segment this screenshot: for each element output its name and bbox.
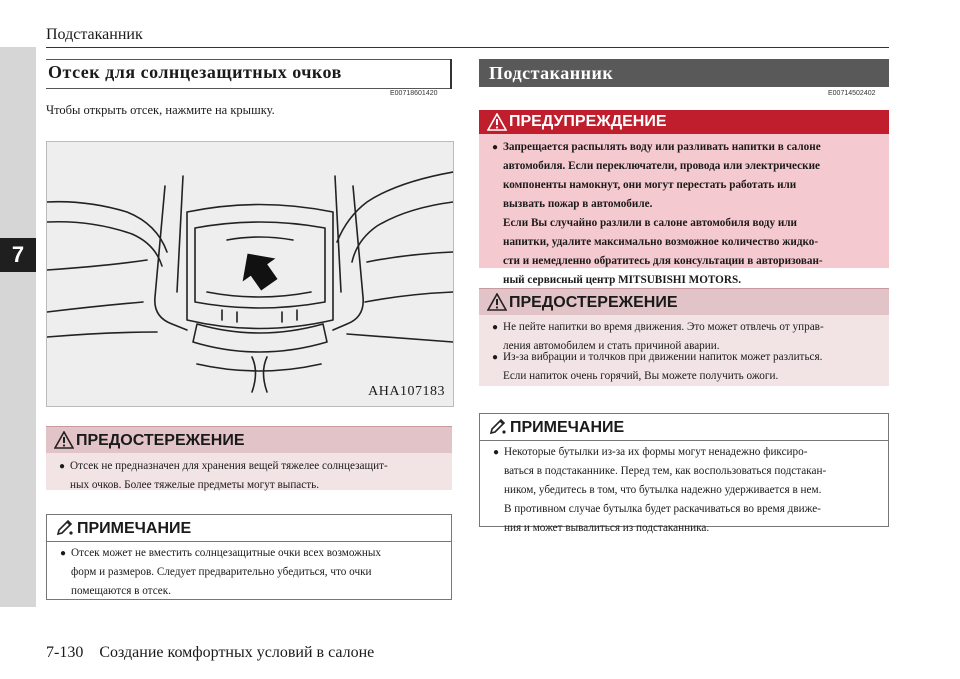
caution-title: ПРЕДОСТЕРЕЖЕНИЕ — [509, 294, 678, 311]
section-title-cupholder — [479, 59, 889, 87]
warning-header — [479, 110, 889, 134]
note-item — [493, 443, 884, 538]
caution-line-1: Отсек не предназначен для хранения вещей тяжелее солнцезащит- — [70, 460, 388, 472]
caution-box-right — [479, 288, 889, 386]
warning-line-2: автомобиля. Если переключатели, провода или электрические — [503, 160, 820, 172]
caution-triangle-icon — [487, 293, 507, 311]
warning-item — [492, 138, 883, 290]
section-title-sunglasses — [46, 59, 452, 89]
page-footer — [46, 644, 374, 662]
footer-chapter-title: Создание комфортных условий в салоне — [99, 644, 375, 661]
side-strip — [0, 47, 36, 607]
warning-line-8: ный сервисный центр MITSUBISHI MOTORS. — [503, 274, 741, 286]
warning-line-7: сти и немедленно обратитесь для консультации в авторизован- — [503, 255, 823, 267]
warning-line-4: вызвать пожар в автомобиле. — [503, 198, 653, 210]
note-header — [47, 515, 451, 542]
chapter-tab: 7 — [0, 238, 36, 272]
caution-item-2 — [492, 348, 883, 386]
caution-line-2: ных очков. Более тяжелые предметы могут выпасть. — [70, 479, 320, 491]
bullet-icon: ● — [59, 461, 66, 472]
caution-item-2-line-2: Если напиток очень горячий, Вы можете получить ожоги. — [503, 370, 779, 382]
header-rule — [46, 47, 889, 48]
caution-item-1-line-1: Не пейте напитки во время движения. Это может отвлечь от управ- — [503, 321, 824, 333]
note-pencil-icon — [55, 519, 75, 537]
note-line-2: форм и размеров. Следует предварительно убедиться, что очки — [71, 566, 372, 578]
warning-line-5: Если Вы случайно разлили в салоне автомобиля воду или — [503, 217, 797, 229]
warning-triangle-icon — [487, 113, 507, 131]
section-code: E00718601420 — [390, 90, 438, 97]
bullet-icon: ● — [493, 447, 500, 458]
caution-header — [46, 427, 452, 453]
section-title-text: Подстаканник — [489, 63, 614, 83]
note-line-3: ником, убедитесь в том, что бутылка надежно удерживается в нем. — [504, 484, 822, 496]
caution-box-left — [46, 426, 452, 490]
note-line-1: Некоторые бутылки из-за их формы могут ненадежно фиксиро- — [504, 446, 808, 458]
section-code: E00714502402 — [828, 90, 876, 97]
note-item — [60, 544, 447, 601]
note-title: ПРИМЕЧАНИЕ — [510, 419, 625, 436]
warning-line-3: компоненты намокнут, они могут перестать работать или — [503, 179, 797, 191]
note-line-4: В противном случае бутылка будет раскачиваться во время движе- — [504, 503, 821, 515]
illustration-overhead-console — [46, 141, 454, 407]
bullet-icon: ● — [60, 548, 67, 559]
note-box-right — [479, 413, 889, 534]
caution-title: ПРЕДОСТЕРЕЖЕНИЕ — [76, 432, 245, 449]
page-header-title: Подстаканник — [46, 26, 143, 43]
note-line-5: ния и может вывалиться из подстаканника. — [504, 522, 710, 534]
warning-line-6: напитки, удалите максимально возможное количество жидко- — [503, 236, 819, 248]
push-arrow-icon — [231, 242, 286, 296]
page-number: 7-130 — [46, 644, 84, 661]
caution-item — [59, 457, 446, 495]
warning-title: ПРЕДУПРЕЖДЕНИЕ — [509, 113, 667, 130]
overhead-console-drawing — [47, 142, 453, 406]
caution-item-2-line-1: Из-за вибрации и толчков при движении напиток может разлиться. — [503, 351, 823, 363]
bullet-icon: ● — [492, 322, 499, 333]
intro-text: Чтобы открыть отсек, нажмите на крышку. — [46, 103, 275, 117]
warning-line-1: Запрещается распылять воду или разливать напитки в салоне — [503, 141, 821, 153]
section-title-text: Отсек для солнцезащитных очков — [48, 62, 342, 82]
note-box-left — [46, 514, 452, 600]
caution-item-1-line-2: ления автомобилем и стать причиной аварии. — [503, 340, 720, 352]
warning-box — [479, 110, 889, 286]
note-line-2: ваться в подстаканнике. Перед тем, как воспользоваться подстакан- — [504, 465, 827, 477]
note-title: ПРИМЕЧАНИЕ — [77, 520, 192, 537]
note-line-1: Отсек может не вместить солнцезащитные очки всех возможных — [71, 547, 381, 559]
bullet-icon: ● — [492, 142, 499, 153]
bullet-icon: ● — [492, 352, 499, 363]
note-header — [480, 414, 888, 441]
section-divider — [450, 59, 452, 89]
note-line-3: помещаются в отсек. — [71, 585, 171, 597]
illustration-reference: AHA107183 — [368, 384, 445, 399]
note-pencil-icon — [488, 418, 508, 436]
caution-header — [479, 289, 889, 315]
caution-triangle-icon — [54, 431, 74, 449]
